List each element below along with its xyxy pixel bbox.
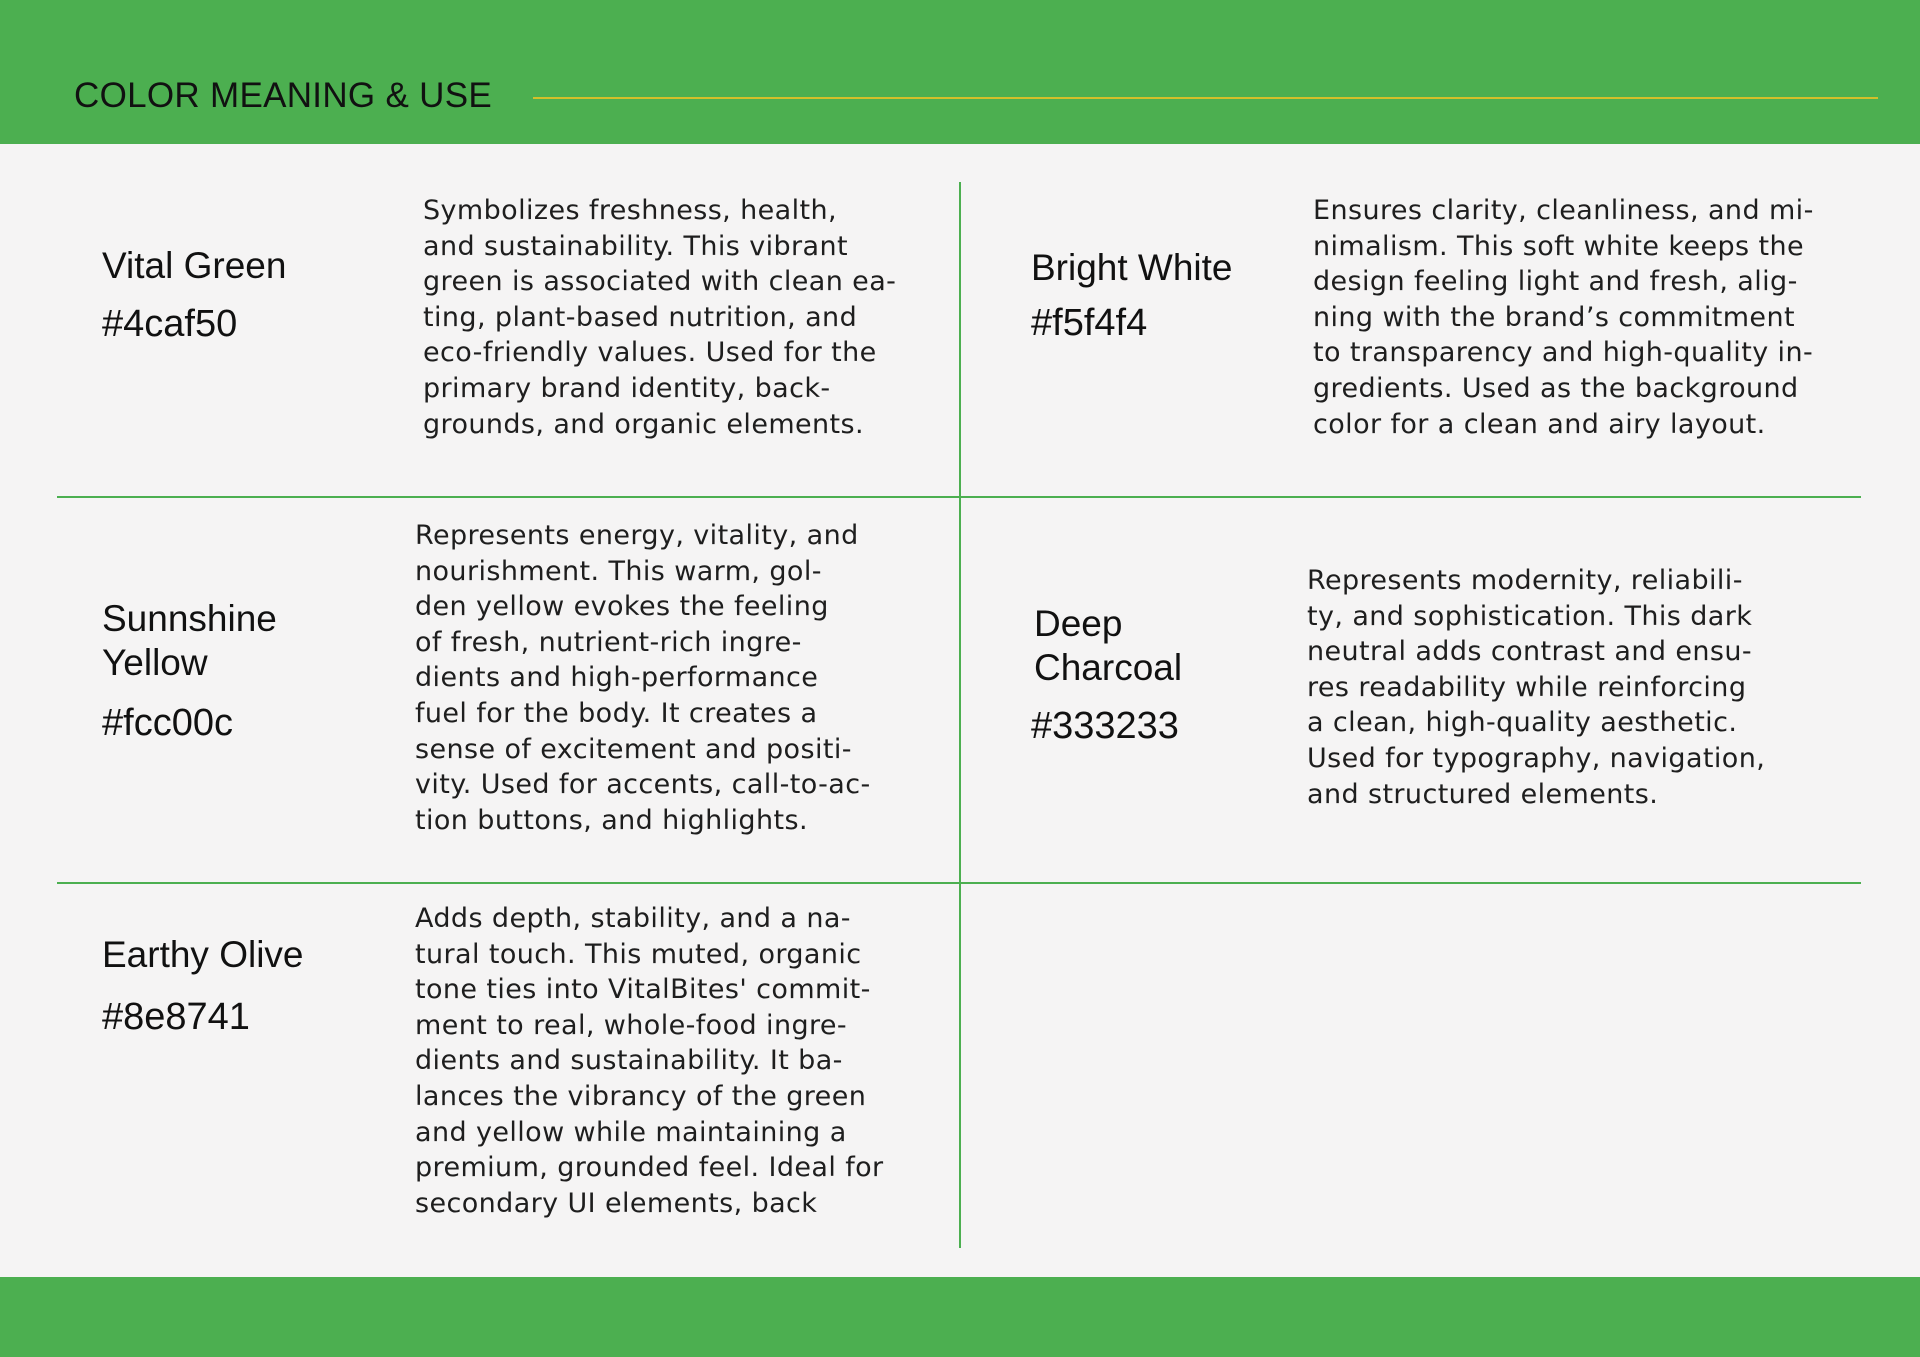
color-name: Bright White — [1031, 247, 1233, 288]
color-name: Vital Green — [102, 245, 287, 286]
color-hex-code: #333233 — [1031, 705, 1179, 747]
color-description: Symbolizes freshness, health, and sustainability. This vibrant green is associated with clean ea- ting, plant-based nutrition, and eco-friendly values. Used for the primary brand identity, back- grounds, and organic elements. — [423, 195, 897, 440]
footer-bar — [0, 1277, 1920, 1357]
color-hex-code: #8e8741 — [102, 996, 250, 1038]
color-hex-code: #f5f4f4 — [1031, 302, 1148, 344]
color-description: Adds depth, stability, and a na- tural touch. This muted, organic tone ties into VitalBites' commit- ment to real, whole-food ingre- dients and sustainability. It ba- lances the vibrancy of the green and yellow while maintaining a premium, grounded feel. Ideal for secondary UI elements, back — [415, 903, 884, 1219]
grid-horizontal-divider — [57, 882, 1861, 884]
page-title: COLOR MEANING & USE — [74, 76, 492, 115]
color-hex-code: #fcc00c — [102, 702, 233, 744]
grid-horizontal-divider — [57, 496, 1861, 498]
color-description: Represents energy, vitality, and nourishment. This warm, gol- den yellow evokes the feeling of fresh, nutrient-rich ingre- dients and high-performance fuel for the body. It creates a sense of excitement and positi- vity. Used for accents, call-to-ac- tion buttons, and highlights. — [415, 520, 871, 836]
color-name: Sunnshine Yellow — [102, 598, 277, 683]
color-name: Deep Charcoal — [1034, 603, 1183, 688]
color-description: Ensures clarity, cleanliness, and mi- nimalism. This soft white keeps the design feeling light and fresh, alig- ning with the brand’s commitment to transparency and high-quality in- gredients. Used as the background color for a clean and airy layout. — [1313, 195, 1814, 440]
grid-vertical-divider — [959, 182, 961, 1248]
header-divider — [533, 97, 1878, 99]
color-description: Represents modernity, reliabili- ty, and sophistication. This dark neutral adds contrast and ensu- res readability while reinforcing a clean, high-quality aesthetic. Used for typography, navigation, and structured elements. — [1307, 565, 1766, 810]
color-name: Earthy Olive — [102, 934, 304, 975]
color-hex-code: #4caf50 — [102, 303, 238, 345]
